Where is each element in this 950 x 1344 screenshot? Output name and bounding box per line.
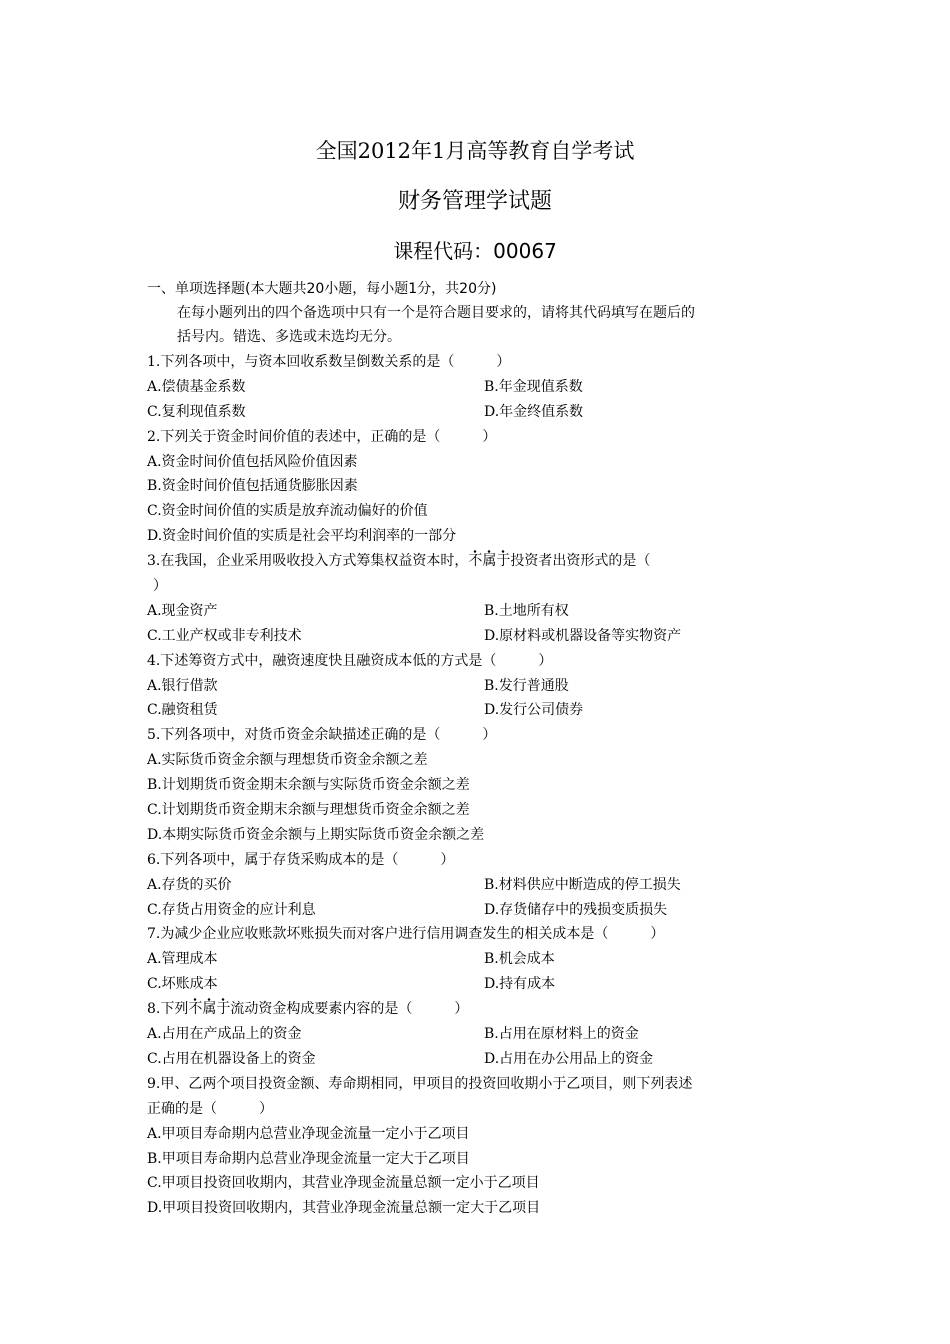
question-5-option-c: C.计划期货币资金期末余额与理想货币资金余额之差 [147,802,470,819]
section-instruction-line1: 在每小题列出的四个备选项中只有一个是符合题目要求的，请将其代码填写在题后的 [177,305,695,321]
question-6-stem: 6.下列各项中，属于存货采购成本的是（ ） [147,851,455,868]
course-code: 课程代码：00067 [393,239,557,263]
question-3-options-row1 [147,599,807,624]
question-7-options-row1 [147,947,807,972]
question-4-stem: 4.下述筹资方式中，融资速度快且融资成本低的方式是（ ） [147,652,553,669]
question-2-option-a: A.资金时间价值包括风险价值因素 [147,453,358,470]
question-8-option-d: D.占用在办公用品上的资金 [484,1050,654,1067]
question-8-option-a: A.占用在产成品上的资金 [147,1026,302,1043]
question-6-option-b: B.材料供应中断造成的停工损失 [484,876,681,893]
question-1-option-d: D.年金终值系数 [484,403,584,420]
question-8-stem-part1: 8.下列 [147,1001,189,1018]
question-4-options-row1 [147,674,807,699]
question-8-emphasis: 不属于 [188,1001,231,1018]
question-6-options-row2 [147,898,807,923]
question-7-option-b: B.机会成本 [484,951,555,968]
question-2-stem: 2.下列关于资金时间价值的表述中，正确的是（ ） [147,428,497,445]
question-1-option-c: C.复利现值系数 [147,403,246,420]
question-9-option-c: C.甲项目投资回收期内，其营业净现金流量总额一定小于乙项目 [147,1175,540,1192]
question-9-stem-continued: 正确的是（ ） [147,1100,273,1117]
question-5-stem: 5.下列各项中，对货币资金余缺描述正确的是（ ） [147,727,497,744]
question-2-option-d: D.资金时间价值的实质是社会平均利润率的一部分 [147,528,457,545]
question-8-option-c: C.占用在机器设备上的资金 [147,1050,316,1067]
question-3-options-row2 [147,624,807,649]
question-3-stem-part1: 3.在我国，企业采用吸收投入方式筹集权益资本时， [147,553,469,570]
question-7-option-d: D.持有成本 [484,976,556,993]
question-4-options-row2 [147,698,807,723]
question-3-option-a: A.现金资产 [147,602,218,619]
question-8-stem [147,997,807,1022]
question-1-stem: 1.下列各项中，与资本回收系数呈倒数关系的是（ ） [147,354,511,370]
question-5-option-a: A.实际货币资金余额与理想货币资金余额之差 [147,752,428,769]
question-8-options-row1 [147,1022,807,1047]
question-5-option-d: D.本期实际货币资金余额与上期实际货币资金余额之差 [147,826,485,843]
question-1-options-row1 [147,375,807,400]
section-instruction-line2: 括号内。错选、多选或未选均无分。 [177,329,401,345]
question-6-option-a: A.存货的买价 [147,876,232,893]
question-4-option-b: B.发行普通股 [484,677,569,694]
question-9-stem: 9.甲、乙两个项目投资金额、寿命期相同，甲项目的投资回收期小于乙项目，则下列表述 [147,1075,693,1092]
question-3-option-c: C.工业产权或非专利技术 [147,627,302,644]
question-3-stem-close: ） [153,578,167,595]
question-3-stem-continued [147,574,807,599]
question-7-option-c: C.坏账成本 [147,976,218,993]
question-2-option-b: B.资金时间价值包括通货膨胀因素 [147,478,358,495]
question-1-option-a: A.偿债基金系数 [147,378,246,395]
question-8-option-b: B.占用在原材料上的资金 [484,1026,639,1043]
question-3-option-b: B.土地所有权 [484,602,569,619]
question-7-options-row2 [147,972,807,997]
question-3-emphasis: 不属于 [468,553,511,570]
question-9-option-d: D.甲项目投资回收期内，其营业净现金流量总额一定大于乙项目 [147,1200,541,1217]
question-2-option-c: C.资金时间价值的实质是放弃流动偏好的价值 [147,503,428,520]
question-7-option-a: A.管理成本 [147,951,218,968]
question-3-option-d: D.原材料或机器设备等实物资产 [484,627,682,644]
question-8-options-row2 [147,1047,807,1072]
question-list [147,350,807,1221]
question-6-option-c: C.存货占用资金的应计利息 [147,901,316,918]
question-4-option-c: C.融资租赁 [147,702,218,719]
question-6-options-row1 [147,873,807,898]
subject-title: 财务管理学试题 [397,189,552,214]
question-4-option-d: D.发行公司债券 [484,702,584,719]
question-9-option-b: B.甲项目寿命期内总营业净现金流量一定大于乙项目 [147,1150,470,1167]
question-7-stem: 7.为减少企业应收账款坏账损失而对客户进行信用调查发生的相关成本是（ ） [147,926,665,943]
question-5-option-b: B.计划期货币资金期末余额与实际货币资金余额之差 [147,777,470,794]
question-9-option-a: A.甲项目寿命期内总营业净现金流量一定小于乙项目 [147,1125,470,1142]
exam-title: 全国2012年1月高等教育自学考试 [315,139,635,163]
question-1-option-b: B.年金现值系数 [484,378,583,395]
question-3-stem [147,549,807,574]
section-heading-block [147,277,807,349]
question-3-stem-part2: 投资者出资形式的是（ [510,553,651,570]
section-heading: 一、单项选择题(本大题共20小题，每小题1分，共20分) [147,281,497,297]
question-8-stem-part2: 流动资金构成要素内容的是（ ） [230,1001,469,1018]
question-6-option-d: D.存货储存中的残损变质损失 [484,901,668,918]
question-4-option-a: A.银行借款 [147,677,218,694]
question-1-options-row2 [147,400,807,425]
